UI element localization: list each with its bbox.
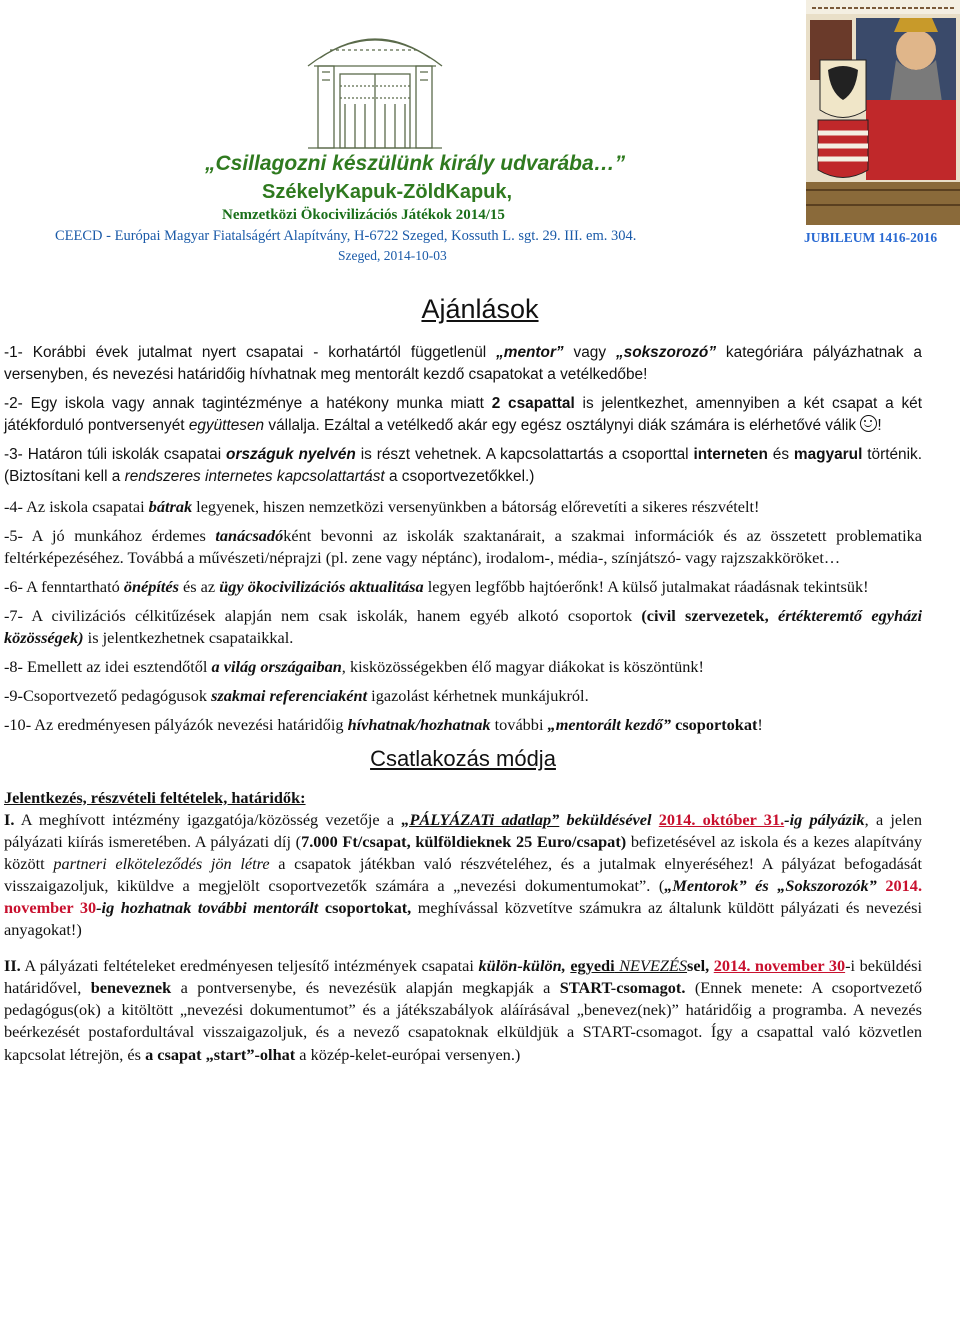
document-body [4,342,922,1073]
item-4: -4- Az iskola csapatai bátrak legyenek, hiszen nemzetközi versenyünkben a bátorság előrevetíti a sikeres részvételt! [4,496,760,516]
item-5: -5- A jó munkához érdemes tanácsadóként bevonni az iskolák szaktanárait, a szakmai információk és az összetett problematika feltérképezéséhez. Továbbá a művészeti/néprajzi (pl. zene vagy néptánc), irodalom-, média-, színjátszó- vagy rajzszakköröket… [4,525,923,567]
header-program-name: SzékelyKapuk-ZöldKapuk, [262,181,513,203]
paragraph-II: II. A pályázati feltételeket eredményesen teljesítő intézmények csapatai külön-külön, egyedi NEVEZÉSsel, 2014. november 30-i beküldési határidővel, beneveznek a pontversenybe, és nevezésük alapján megkapják a START-csomagot. (Ennek menete: A csoportvezető pedagógus(ok) a kitöltött „nevezési dokumentumot” és a játékszabályok aláírásával „benevez(nek)” határidőig a programba. A nevezés beérkezését postafordultával visszaigazoljuk, és a nevező csapatoknak elküldjük a START-csomagot. Így a csapattal való közvetlen kapcsolat létrejön, és a csapat „start”-olhat a közép-kelet-európai versenyen.) [4,956,923,1064]
item-8: -8- Emellett az idei esztendőtől a világ országaiban, kisközösségekben élő magyar diákokat is köszöntünk! [4,657,704,677]
page-title: Ajánlások [421,294,539,324]
gate-drawing [300,14,450,152]
letterhead [0,0,960,270]
jubileum-label: JUBILEUM 1416-2016 [804,230,938,245]
item-2: -2- Egy iskola vagy annak tagintézménye a hatékony munka miatt 2 csapattal is jelentkezhet, amennyiben a két csapat a két játékforduló pontversenyét együttesen vállalja. Ezáltal a vetélkedő akár egy egész osztálynyi diák számára is elérhetővé válik ! [4,395,922,435]
header-subtitle: Nemzetközi Ökocivilizációs Játékok 2014/15 [222,207,505,223]
smiley-icon [860,415,877,432]
section-subtitle: Jelentkezés, részvételi feltételek, határidők: [4,787,306,807]
item-9: -9-Csoportvezető pedagógusok szakmai referenciaként igazolást kérhetnek munkájukról. [4,686,589,706]
header-organization: CEECD - Európai Magyar Fiatalságért Alapítvány, H-6722 Szeged, Kossuth L. sgt. 29. III. em. 304. [55,228,637,244]
paragraph-I: I. A meghívott intézmény igazgatója/közösség vezetője a „PÁLYÁZATi adatlap” beküldésével 2014. október 31.-ig pályázik, a jelen pályázati kiírás ismeretében. A pályázati díj (7.000 Ft/csapat, külföldieknek 25 Euro/csapat) befizetésével az iskola és a kezes alapítvány között partneri elköteleződés jön létre a csapatok játékban való részvételéhez, és a jutalmak elnyeréséhez! A pályázat befogadását visszaigazoljuk, kiküldve a megjelölt csoportvezetők számára a „nevezési dokumentumokat”. („Mentorok” és „Sokszorozók” 2014. november 30-ig hozhatnak további mentorált csoportokat, meghívással közvetítve számukra az általunk küldött pályázati és nevezési anyagokat!) [4,809,923,940]
item-1: -1- Korábbi évek jutalmat nyert csapatai - korhatártól függetlenül „mentor” vagy „sokszorozó” kategóriára pályázhatnak a versenyben, és nevezési határidőig hívhatnak meg mentorált kezdő csapatokat a vetélkedőbe! [4,344,922,384]
item-3: -3- Határon túli iskolák csapatai országuk nyelvén is részt vehetnek. A kapcsolattartás a csoporttal interneten és magyarul történik. (Biztosítani kell a rendszeres internetes kapcsolattartást a csoportvezetőkkel.) [4,446,922,486]
item-10: -10- Az eredményesen pályázók nevezési határidőig hívhatnak/hozhatnak további „mentorált kezdő” csoportokat! [4,715,763,735]
item-6: -6- A fenntartható önépítés és az ügy ökocivilizációs aktualitása legyen legfőbb hajtóerőnk! A külső jutalmakat ráadásnak tekintsük! [4,576,869,596]
king-portrait-miniature [806,0,960,225]
header-date: Szeged, 2014-10-03 [338,248,447,263]
item-7: -7- A civilizációs célkitűzések alapján nem csak iskolák, hanem egyéb alkotó csoportok (civil szervezetek, értékteremtő egyházi közösségek) is jelentkezhetnek csapataikkal. [4,605,923,648]
header-motto: „Csillagozni készülünk király udvarába…” [205,152,626,175]
section-title: Csatlakozás módja [370,746,556,772]
